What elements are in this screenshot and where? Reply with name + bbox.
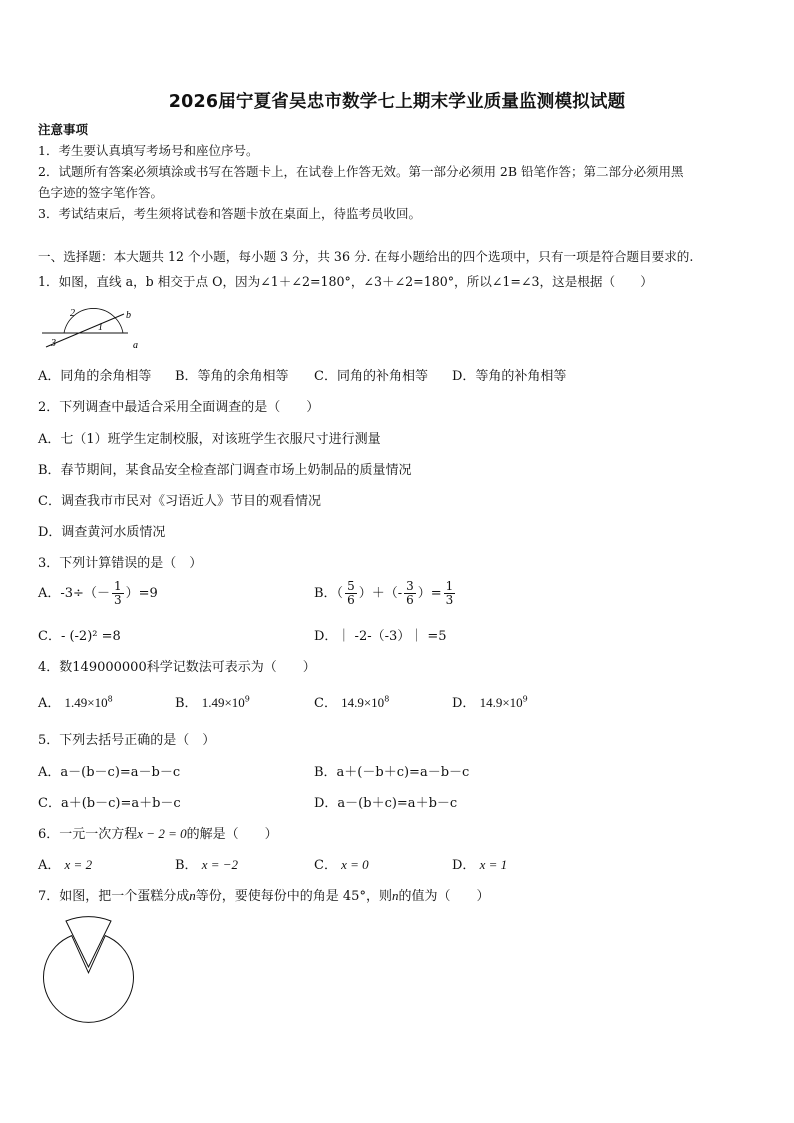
- q3-a-suffix: ）=9: [125, 586, 158, 601]
- q2-option-b: B．春节期间，某食品安全检查部门调查市场上奶制品的质量情况: [38, 463, 412, 478]
- q3-b-fraction-3: [444, 580, 456, 607]
- q4-a-label: A．: [38, 696, 61, 711]
- q3-a-prefix: A．-3÷（－: [38, 586, 110, 601]
- angle-label-2: 2: [70, 308, 75, 319]
- q6-equation: x − 2 = 0: [137, 826, 187, 841]
- q1-option-a: A．同角的余角相等: [38, 369, 152, 384]
- page-title: 2026届宁夏省吴忠市数学七上期末学业质量监测模拟试题: [168, 92, 626, 112]
- q3-b-fraction-2: [404, 580, 416, 607]
- q2-option-d: D．调查黄河水质情况: [38, 525, 166, 540]
- notice-item-1: 1．考生要认真填写考场号和座位序号。: [38, 143, 259, 158]
- q5-option-c: C．a＋(b－c)=a＋b－c: [38, 796, 181, 811]
- notice-heading: 注意事项: [38, 122, 89, 137]
- q6-option-b: [175, 854, 238, 873]
- q6-stem: [38, 823, 278, 842]
- q6-a-eq: x = 2: [64, 857, 93, 872]
- line-b: [46, 314, 124, 347]
- q1-stem: 1．如图，直线 a，b 相交于点 O，因为∠1＋∠2=180°，∠3＋∠2=180°，所以∠1=∠3，这是根据（ ）: [38, 274, 653, 289]
- q7-stem-prefix: 7．如图，把一个蛋糕分成: [38, 889, 190, 904]
- q7-stem-middle: 等份，要使每份中的角是 45°，则: [195, 889, 392, 904]
- q4-b-exp: 9: [244, 694, 250, 704]
- q4-b-label: B．: [175, 696, 198, 711]
- notice-item-2: 2．试题所有答案必须填涂或书写在答题卡上，在试卷上作答无效。第一部分必须用 2B 铅笔作答；第二部分必须用黑: [38, 164, 684, 179]
- q5-option-d: D．a－(b＋c)=a＋b－c: [314, 796, 458, 811]
- section-heading: 一、选择题：本大题共 12 个小题，每小题 3 分，共 36 分. 在每小题给出的四个选项中，只有一项是符合题目要求的.: [38, 249, 694, 264]
- q7-cake-figure: [40, 915, 140, 1025]
- notice-item-2-cont: 色字迹的签字笔作答。: [38, 185, 164, 200]
- q4-c-label: C．: [314, 696, 337, 711]
- q3-b-fraction-1: [345, 580, 357, 607]
- q6-b-eq: x = −2: [201, 857, 239, 872]
- q4-d-base: 14.9×10: [479, 695, 523, 710]
- q6-option-d: [452, 854, 507, 873]
- q2-option-a: A．七（1）班学生定制校服，对该班学生衣服尺寸进行测量: [38, 432, 381, 447]
- q6-c-label: C．: [314, 858, 337, 873]
- q1-figure: [36, 300, 146, 352]
- q3-b-middle: ）＋（-: [358, 586, 403, 601]
- q6-c-eq: x = 0: [341, 857, 369, 872]
- q7-variable-n-2: n: [391, 888, 399, 903]
- q3-option-c: C．- (-2)² =8: [38, 629, 121, 644]
- q5-option-b: B．a＋(－b＋c)=a－b－c: [314, 765, 470, 780]
- angle-label-1: 1: [98, 322, 103, 333]
- q3-b-den-2: 6: [406, 593, 414, 607]
- q4-a-exp: 8: [107, 694, 113, 704]
- q1-option-c: C．同角的补角相等: [314, 369, 428, 384]
- q4-option-a: [38, 692, 113, 711]
- q7-variable-n: n: [189, 888, 196, 903]
- q4-c-base: 14.9×10: [341, 695, 385, 710]
- q3-a-denominator: 3: [113, 593, 122, 607]
- q3-b-num-1: 5: [347, 579, 355, 593]
- q4-c-exp: 8: [384, 694, 390, 704]
- q4-a-base: 1.49×10: [64, 695, 108, 710]
- q4-d-label: D．: [452, 696, 476, 711]
- line-label-a: a: [133, 340, 138, 351]
- q3-a-fraction: [112, 580, 124, 607]
- q3-b-prefix: B．（: [314, 586, 344, 601]
- angle-label-3: 3: [51, 338, 56, 349]
- q6-option-a: [38, 854, 92, 873]
- q1-option-d: D．等角的补角相等: [452, 369, 567, 384]
- q3-b-num-2: 3: [406, 579, 414, 593]
- q3-b-den-1: 6: [347, 593, 355, 607]
- q5-stem: 5．下列去括号正确的是（ ）: [38, 733, 216, 748]
- q1-option-b: B．等角的余角相等: [175, 369, 289, 384]
- q6-option-c: [314, 854, 369, 873]
- q6-d-eq: x = 1: [479, 857, 508, 872]
- q7-stem: [38, 885, 489, 904]
- q6-b-label: B．: [175, 858, 198, 873]
- q2-option-c: C．调查我市市民对《习语近人》节目的观看情况: [38, 494, 321, 509]
- cake-slice: [66, 917, 111, 967]
- q3-a-numerator: 1: [113, 579, 122, 593]
- q2-stem: 2．下列调查中最适合采用全面调查的是（ ）: [38, 400, 320, 415]
- q7-stem-suffix: 的值为（ ）: [398, 889, 490, 904]
- q3-option-a: [38, 580, 158, 607]
- cake-body: [44, 936, 134, 1023]
- q4-option-b: [175, 692, 250, 711]
- q6-stem-prefix: 6．一元一次方程: [38, 827, 138, 842]
- line-label-b: b: [126, 310, 131, 321]
- q6-a-label: A．: [38, 858, 61, 873]
- q4-option-d: [452, 692, 528, 711]
- q3-b-equals: ）=: [417, 586, 442, 601]
- q3-stem: 3．下列计算错误的是（ ）: [38, 556, 203, 571]
- q3-option-b: [314, 580, 457, 607]
- q4-stem: 4．数149000000科学记数法可表示为（ ）: [38, 660, 316, 675]
- q4-d-exp: 9: [522, 694, 528, 704]
- q5-option-a: A．a－(b－c)=a－b－c: [38, 765, 181, 780]
- q3-b-den-3: 3: [445, 593, 454, 607]
- q6-stem-suffix: 的解是（ ）: [186, 827, 278, 842]
- notice-item-3: 3．考试结束后，考生须将试卷和答题卡放在桌面上，待监考员收回。: [38, 206, 421, 221]
- q3-option-d: D．｜ -2-（-3）｜ =5: [314, 629, 447, 644]
- q4-option-c: [314, 692, 389, 711]
- q4-b-base: 1.49×10: [201, 695, 245, 710]
- q6-d-label: D．: [452, 858, 476, 873]
- q3-b-num-3: 1: [445, 579, 454, 593]
